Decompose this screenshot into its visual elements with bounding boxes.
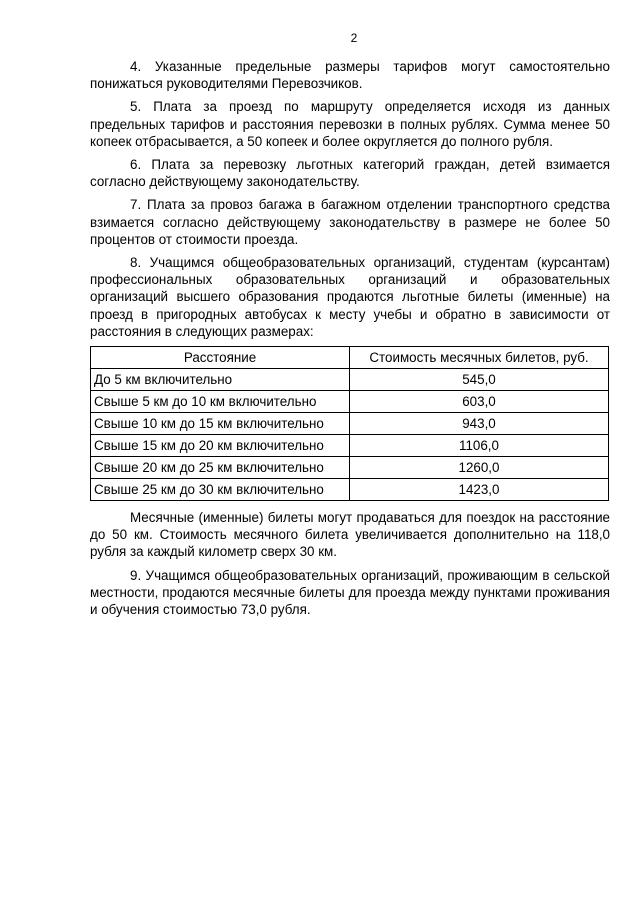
fare-table [90,346,609,501]
distance-cell: Свыше 20 км до 25 км включительно [91,457,350,479]
table-header-row [91,347,609,369]
distance-cell: Свыше 25 км до 30 км включительно [91,479,350,501]
distance-cell: Свыше 5 км до 10 км включительно [91,391,350,413]
paragraph-4: 4. Указанные предельные размеры тарифов могут самостоятельно понижаться руководителями Перевозчиков. [90,59,610,92]
document-page [90,30,610,624]
table-row [91,413,609,435]
table-row [91,479,609,501]
column-header-distance: Расстояние [91,347,350,369]
paragraph-monthly-tickets: Месячные (именные) билеты могут продаваться для поездок на расстояние до 50 км. Стоимость месячного билета увеличивается дополнительно на 118,0 рубля за каждый километр сверх 30 км. [90,510,610,560]
table-row [91,391,609,413]
price-cell: 1106,0 [350,435,609,457]
distance-cell: До 5 км включительно [91,369,350,391]
table-row [91,369,609,391]
paragraph-5: 5. Плата за проезд по маршруту определяется исходя из данных предельных тарифов и расстояния перевозки в полных рублях. Сумма менее 50 копеек отбрасывается, а 50 копеек и более округляется до полного рубля. [90,99,610,149]
price-cell: 545,0 [350,369,609,391]
price-cell: 943,0 [350,413,609,435]
paragraph-7: 7. Плата за провоз багажа в багажном отделении транспортного средства взимается согласно действующему законодательству в размере не более 50 процентов от стоимости проезда. [90,197,610,247]
distance-cell: Свыше 15 км до 20 км включительно [91,435,350,457]
column-header-price: Стоимость месячных билетов, руб. [350,347,609,369]
paragraph-8: 8. Учащимся общеобразовательных организаций, студентам (курсантам) профессиональных образовательных организаций и образовательных организаций высшего образования продаются льготные билеты (именные) на проезд в пригородных автобусах к месту учебы и обратно в зависимости от расстояния в следующих размерах: [90,255,610,339]
price-cell: 1423,0 [350,479,609,501]
table-row [91,435,609,457]
distance-cell: Свыше 10 км до 15 км включительно [91,413,350,435]
table-row [91,457,609,479]
page-number: 2 [350,31,358,45]
price-cell: 1260,0 [350,457,609,479]
paragraph-9: 9. Учащимся общеобразовательных организаций, проживающим в сельской местности, продаются месячные билеты для проезда между пунктами проживания и обучения стоимостью 73,0 рубля. [90,567,610,618]
paragraph-6: 6. Плата за перевозку льготных категорий граждан, детей взимается согласно действующему законодательству. [90,157,610,190]
price-cell: 603,0 [350,391,609,413]
